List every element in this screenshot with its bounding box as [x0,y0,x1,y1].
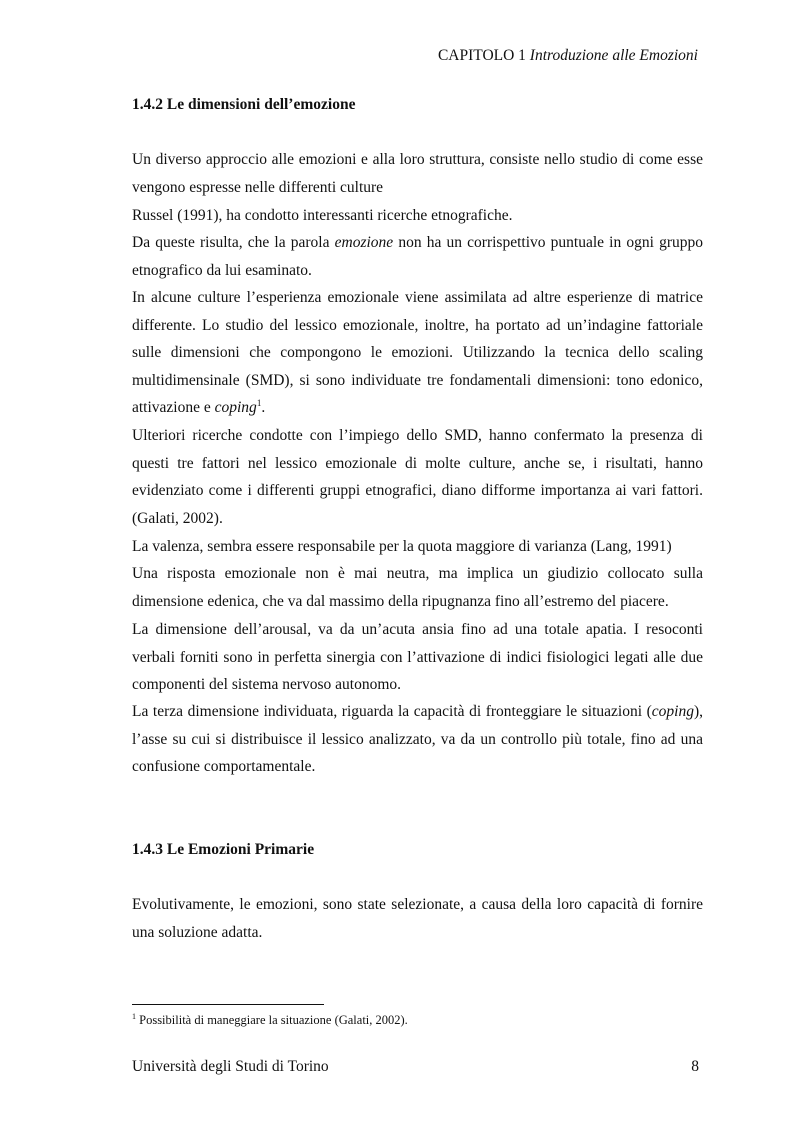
paragraph-smd: Ulteriori ricerche condotte con l’impiego dello SMD, hanno confermato la presenza di questi tre fattori nel lessico emozionale di molte culture, anche se, i risultati, hanno evidenziato come i differenti gruppi etnografici, diano difforme importanza ai vari fattori. (Galati, 2002). [132,427,703,527]
footnote-marker: 1 [132,1011,136,1021]
text-run: Da queste risulta, che la parola [132,234,335,251]
emphasis-emozione: emozione [334,234,394,251]
emphasis-coping: coping [214,399,257,417]
paragraph-emozione [132,229,703,284]
paragraph-risposta: Una risposta emozionale non è mai neutra, ma implica un giudizio collocato sulla dimensione edenica, che va dal massimo della ripugnanza fino all’estremo del piacere. [132,565,703,610]
footnote-text: Possibilità di maneggiare la situazione (Galati, 2002). [136,1013,408,1027]
footnote-ref[interactable]: 1 [256,398,262,409]
section-heading-1-4-2: 1.4.2 Le dimensioni dell’emozione [132,96,356,113]
text-run: ), l’asse su cui si distribuisce il lessico analizzato, va da un controllo più totale, fino ad una confusione comportamentale. [132,703,703,776]
section-heading-1-4-3: 1.4.3 Le Emozioni Primarie [132,841,315,858]
text-run: . [261,399,266,417]
footnote-divider [132,1004,324,1005]
text-run: La terza dimensione individuata, riguarda la capacità di fronteggiare le situazioni ( [132,703,652,720]
page-number: 8 [691,1058,699,1075]
paragraph-terza [132,698,703,781]
text-run: In alcune culture l’esperienza emozionale viene assimilata ad altre esperienze di matrice differente. Lo studio del lessico emozionale, inoltre, ha portato ad un’indagine fattoriale sulle dimensioni che compongono le emozioni. Utilizzando la tecnica dello scaling multidimensinale (SMD), si sono individuate tre fondamentali dimensioni: tono edonico, attivazione e [132,289,703,417]
emphasis-coping: coping [651,703,694,720]
paragraph-approach: Un diverso approccio alle emozioni e alla loro struttura, consiste nello studio di come esse vengono espresse nelle differenti culture [132,151,703,196]
chapter-label: CAPITOLO 1 [437,47,526,64]
footer-institution: Università degli Studi di Torino [132,1058,329,1075]
running-header [438,47,698,65]
paragraph-russel: Russel (1991), ha condotto interessanti ricerche etnografiche. [132,207,513,224]
footnote [132,1013,408,1028]
paragraph-evolutivamente: Evolutivamente, le emozioni, sono state selezionate, a causa della loro capacità di fornire una soluzione adatta. [132,896,703,941]
paragraph-valenza: La valenza, sembra essere responsabile per la quota maggiore di varianza (Lang, 1991) [132,538,672,555]
paragraph-cultures [132,284,703,422]
text-run: non ha un corrispettivo puntuale in ogni gruppo etnografico da lui esaminato. [132,234,703,279]
paragraph-arousal: La dimensione dell’arousal, va da un’acuta ansia fino ad una totale apatia. I resoconti verbali forniti sono in perfetta sinergia con l’attivazione di indici fisiologici legati alle due componenti del sistema nervoso autonomo. [132,621,703,694]
chapter-title: Introduzione alle Emozioni [529,47,698,64]
